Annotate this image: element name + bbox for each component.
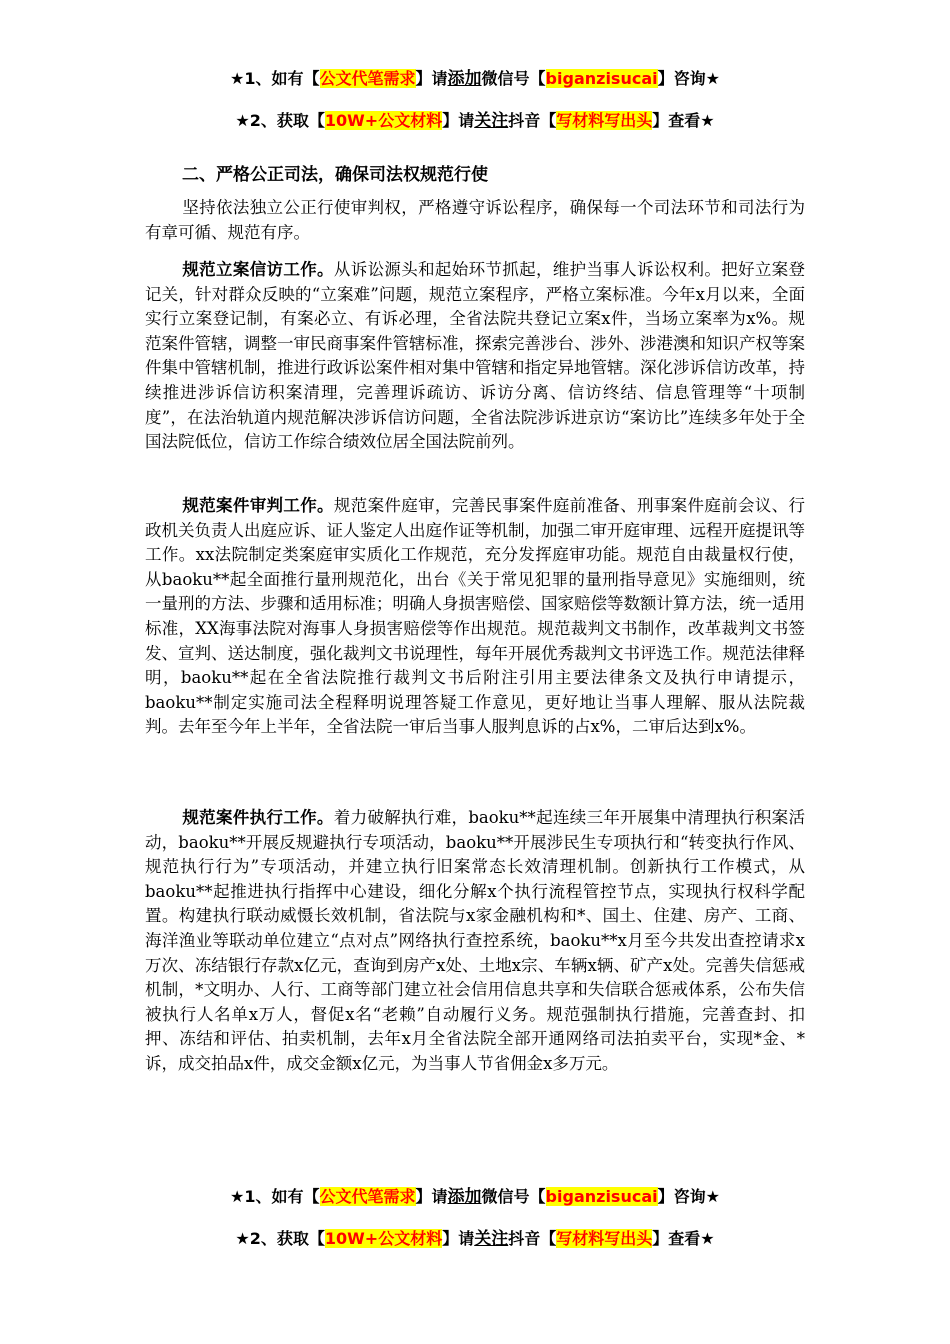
paragraph-text: 规范案件庭审，完善民事案件庭前准备、刑事案件庭前会议、行政机关负责人出庭应诉、证人鉴定人出庭作证等机制，加强二审开庭审理、远程开庭提讯等工作。xx法院制定类案庭审实质化工作规范，充分发挥庭审功能。规范自由裁量权行使，从baoku**起全面推行量刑规范化，出台《关于常见犯罪的量刑指导意见》实施细则，统一量刑的方法、步骤和适用标准；明确人身损害赔偿、国家赔偿等数额计算方法，统一适用标准，XX海事法院对海事人身损害赔偿等作出规范。规范裁判文书制作，改革裁判文书签发、宣判、送达制度，强化裁判文书说理性，每年开展优秀裁判文书评选工作。规范法律释明，baoku**起在全省法院推行裁判文书后附注引用主要法律条文及执行申请提示，baoku**制定实施司法全程释明说理答疑工作意见，更好地让当事人理解、服从法院裁判。去年至今年上半年，全省法院一审后当事人服判息诉的占x%，二审后达到x%。 — [145, 496, 806, 737]
banner-text: 】请 — [415, 1187, 448, 1206]
paragraph-lead: 规范案件执行工作。 — [182, 808, 334, 827]
banner-text: ★1、如有【 — [230, 1187, 320, 1206]
banner-text: 】查看★ — [652, 111, 715, 130]
promo-banner-top-line1 — [0, 68, 950, 90]
banner-text: 微信号【 — [481, 1187, 546, 1206]
paragraph-text: 从诉讼源头和起始环节抓起，维护当事人诉讼权利。把好立案登记关，针对群众反映的“立案难”问题，规范立案程序，严格立案标准。今年x月以来，全面实行立案登记制，有案必立、有诉必理，全省法院共登记立案x件，当场立案率为x%。规范案件管辖，调整一审民商事案件管辖标准，探索完善涉台、涉外、涉港澳和知识产权等案件集中管辖机制，推进行政诉讼案件相对集中管辖和指定异地管辖。深化涉诉信访改革，持续推进涉诉信访积案清理，完善理诉疏访、诉访分离、信访终结、信息管理等“十项制度”，在法治轨道内规范解决涉诉信访问题，全省法院涉诉进京访“案访比”连续多年处于全国法院低位，信访工作综合绩效位居全国法院前列。 — [145, 260, 806, 452]
banner-text: ★2、获取【 — [235, 111, 325, 130]
banner-highlight: 10W+公文材料 — [324, 1229, 443, 1248]
intro-text: 坚持依法独立公正行使审判权，严格遵守诉讼程序，确保每一个司法环节和司法行为有章可循、规范有序。 — [145, 198, 805, 242]
section-heading: 二、严格公正司法，确保司法权规范行使 — [182, 165, 488, 185]
banner-highlight: 公文代笔需求 — [319, 1187, 416, 1206]
banner-text: 】咨询★ — [657, 69, 720, 88]
banner-text: ★2、获取【 — [235, 1229, 325, 1248]
banner-text: 】请 — [415, 69, 448, 88]
paragraph-text: 着力破解执行难，baoku**起连续三年开展集中清理执行积案活动，baoku**开展反规避执行专项活动，baoku**开展涉民生专项执行和“转变执行作风、规范执行行为”专项活动，并建立执行旧案常态长效清理机制。创新执行工作模式，从baoku**起推进执行指挥中心建设，细化分解x个执行流程管控节点，实现执行权科学配置。构建执行联动威慑长效机制，省法院与x家金融机构和*、国土、住建、房产、工商、海洋渔业等联动单位建立“点对点”网络执行查控系统，baoku**x月至今共发出查控请求x万次、冻结银行存款x亿元，查询到房产x处、土地x宗、车辆x辆、矿产x处。完善失信惩戒机制，*文明办、人行、工商等部门建立社会信用信息共享和失信联合惩戒体系，公布失信被执行人名单x万人，督促x名“老赖”自动履行义务。规范强制执行措施，完善查封、扣押、冻结和评估、拍卖机制，去年x月全省法院全部开通网络司法拍卖平台，实现*金、*诉，成交拍品x件，成交金额x亿元，为当事人节省佣金x多万元。 — [145, 808, 805, 1073]
banner-text: 】请 — [442, 111, 475, 130]
banner-text: 微信号【 — [481, 69, 546, 88]
paragraph-filing-petition — [145, 258, 805, 455]
banner-highlight: 10W+公文材料 — [324, 111, 443, 130]
promo-banner-top-line2 — [0, 110, 950, 132]
paragraph-lead: 规范立案信访工作。 — [182, 260, 334, 279]
banner-highlight: biganzisucai — [545, 1187, 658, 1206]
banner-underline: 添加 — [447, 69, 482, 89]
banner-text: ★1、如有【 — [230, 69, 320, 88]
intro-paragraph — [145, 196, 805, 245]
banner-text: 】查看★ — [652, 1229, 715, 1248]
banner-underline: 关注 — [474, 1229, 509, 1249]
paragraph-trial — [145, 494, 805, 740]
banner-underline: 添加 — [447, 1187, 482, 1207]
banner-highlight: 公文代笔需求 — [319, 69, 416, 88]
paragraph-execution — [145, 806, 805, 1077]
banner-text: 抖音【 — [508, 1229, 557, 1248]
banner-text: 】请 — [442, 1229, 475, 1248]
banner-highlight: 写材料写出头 — [556, 1229, 653, 1248]
banner-underline: 关注 — [474, 111, 509, 131]
banner-highlight: biganzisucai — [545, 69, 658, 88]
banner-text: 抖音【 — [508, 111, 557, 130]
promo-banner-bottom-line1 — [0, 1186, 950, 1208]
paragraph-lead: 规范案件审判工作。 — [182, 496, 334, 515]
banner-text: 】咨询★ — [657, 1187, 720, 1206]
promo-banner-bottom-line2 — [0, 1228, 950, 1250]
banner-highlight: 写材料写出头 — [556, 111, 653, 130]
